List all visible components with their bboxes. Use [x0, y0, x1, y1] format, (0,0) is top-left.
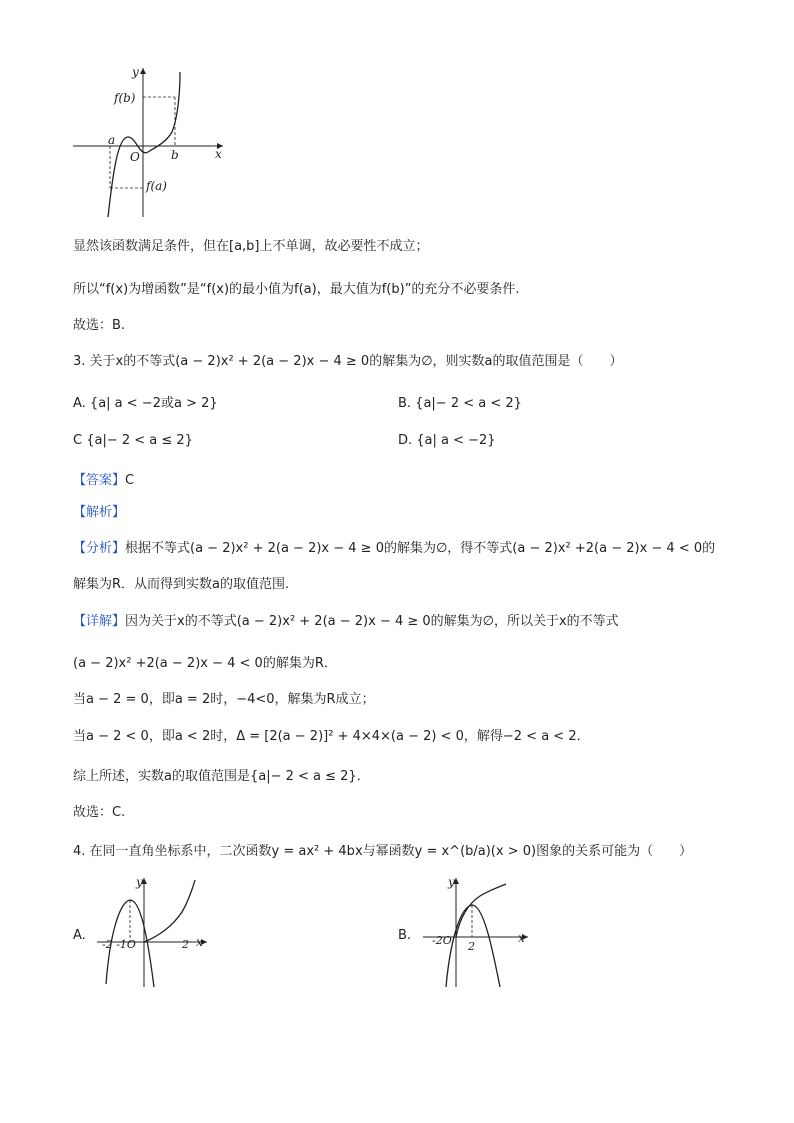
a-label: a: [108, 133, 116, 147]
graph-a-tick-2: 2: [182, 938, 189, 951]
case-2: 当a − 2 < 0，即a < 2时，Δ = [2(a − 2)]² + 4×4×(a − 2) < 0，解得−2 < a < 2．: [73, 729, 590, 744]
graph-b-ticks: -2O: [432, 934, 452, 947]
origin-label: O: [130, 150, 140, 164]
option-d: D. {a| a < −2}: [398, 433, 496, 448]
text-line-3: 故选：B.: [73, 318, 126, 333]
graph-b: [418, 872, 548, 990]
xiangjie-text: 因为关于x的不等式(a − 2)x² + 2(a − 2)x − 4 ≥ 0的解集为∅，所以关于x的不等式: [125, 614, 619, 629]
graph-b-x: x: [518, 931, 525, 945]
choice-c: 故选：C.: [73, 805, 126, 820]
option-a: A. {a| a < −2或a > 2}: [73, 396, 218, 411]
xiangjie-tag: 【详解】: [73, 614, 126, 629]
fenxi-line-2: 解集为R．从而得到实数a的取值范围.: [73, 577, 290, 592]
fenxi-line: [73, 540, 715, 558]
answer-line: [73, 472, 134, 490]
graph-a-ticks: -2 -1O: [102, 938, 136, 951]
conclusion: 综上所述，实数a的取值范围是{a|− 2 < a ≤ 2}．: [73, 769, 370, 784]
question-3: 3. 关于x的不等式(a − 2)x² + 2(a − 2)x − 4 ≥ 0的解集为∅，则实数a的取值范围是（ ）: [73, 354, 623, 369]
xiangjie-line: [73, 613, 619, 631]
fb-label: f(b): [114, 91, 136, 105]
xiangjie-line-2: (a − 2)x² +2(a − 2)x − 4 < 0的解集为R．: [73, 656, 337, 671]
fa-label: f(a): [146, 179, 167, 193]
y-axis-label: y: [132, 65, 139, 79]
analysis-tag-line: [73, 504, 125, 522]
answer-tag: 【答案】: [73, 473, 126, 488]
option-b: B. {a|− 2 < a < 2}: [398, 396, 522, 411]
analysis-tag: 【解析】: [73, 505, 126, 520]
graph-a: [92, 872, 222, 990]
cubic-graph: [68, 62, 238, 222]
text-line-2: 所以“f(x)为增函数”是“f(x)的最小值为f(a)，最大值为f(b)”的充分不必要条件.: [73, 282, 520, 297]
answer-value: C: [125, 473, 135, 488]
fenxi-tag: 【分析】: [73, 541, 126, 556]
graph-b-y: y: [448, 875, 455, 889]
fig-a-label: A.: [73, 928, 86, 943]
graph-a-x: x: [196, 935, 203, 949]
text-line-1: 显然该函数满足条件，但在[a,b]上不单调，故必要性不成立；: [73, 239, 429, 254]
x-axis-label: x: [215, 147, 222, 161]
graph-b-tick-2: 2: [468, 940, 475, 953]
fig-b-label: B.: [398, 928, 412, 943]
question-4: 4. 在同一直角坐标系中，二次函数y = ax² + 4bx与幂函数y = x^(b/a)(x > 0)图象的关系可能为（ ）: [73, 844, 693, 859]
graph-a-y: y: [136, 875, 143, 889]
case-1: 当a − 2 = 0，即a = 2时，−4<0，解集为R成立；: [73, 692, 375, 707]
option-c: C {a|− 2 < a ≤ 2}: [73, 433, 193, 448]
fenxi-text: 根据不等式(a − 2)x² + 2(a − 2)x − 4 ≥ 0的解集为∅，得不等式(a − 2)x² +2(a − 2)x − 4 < 0的: [125, 541, 716, 556]
b-label: b: [171, 148, 179, 162]
